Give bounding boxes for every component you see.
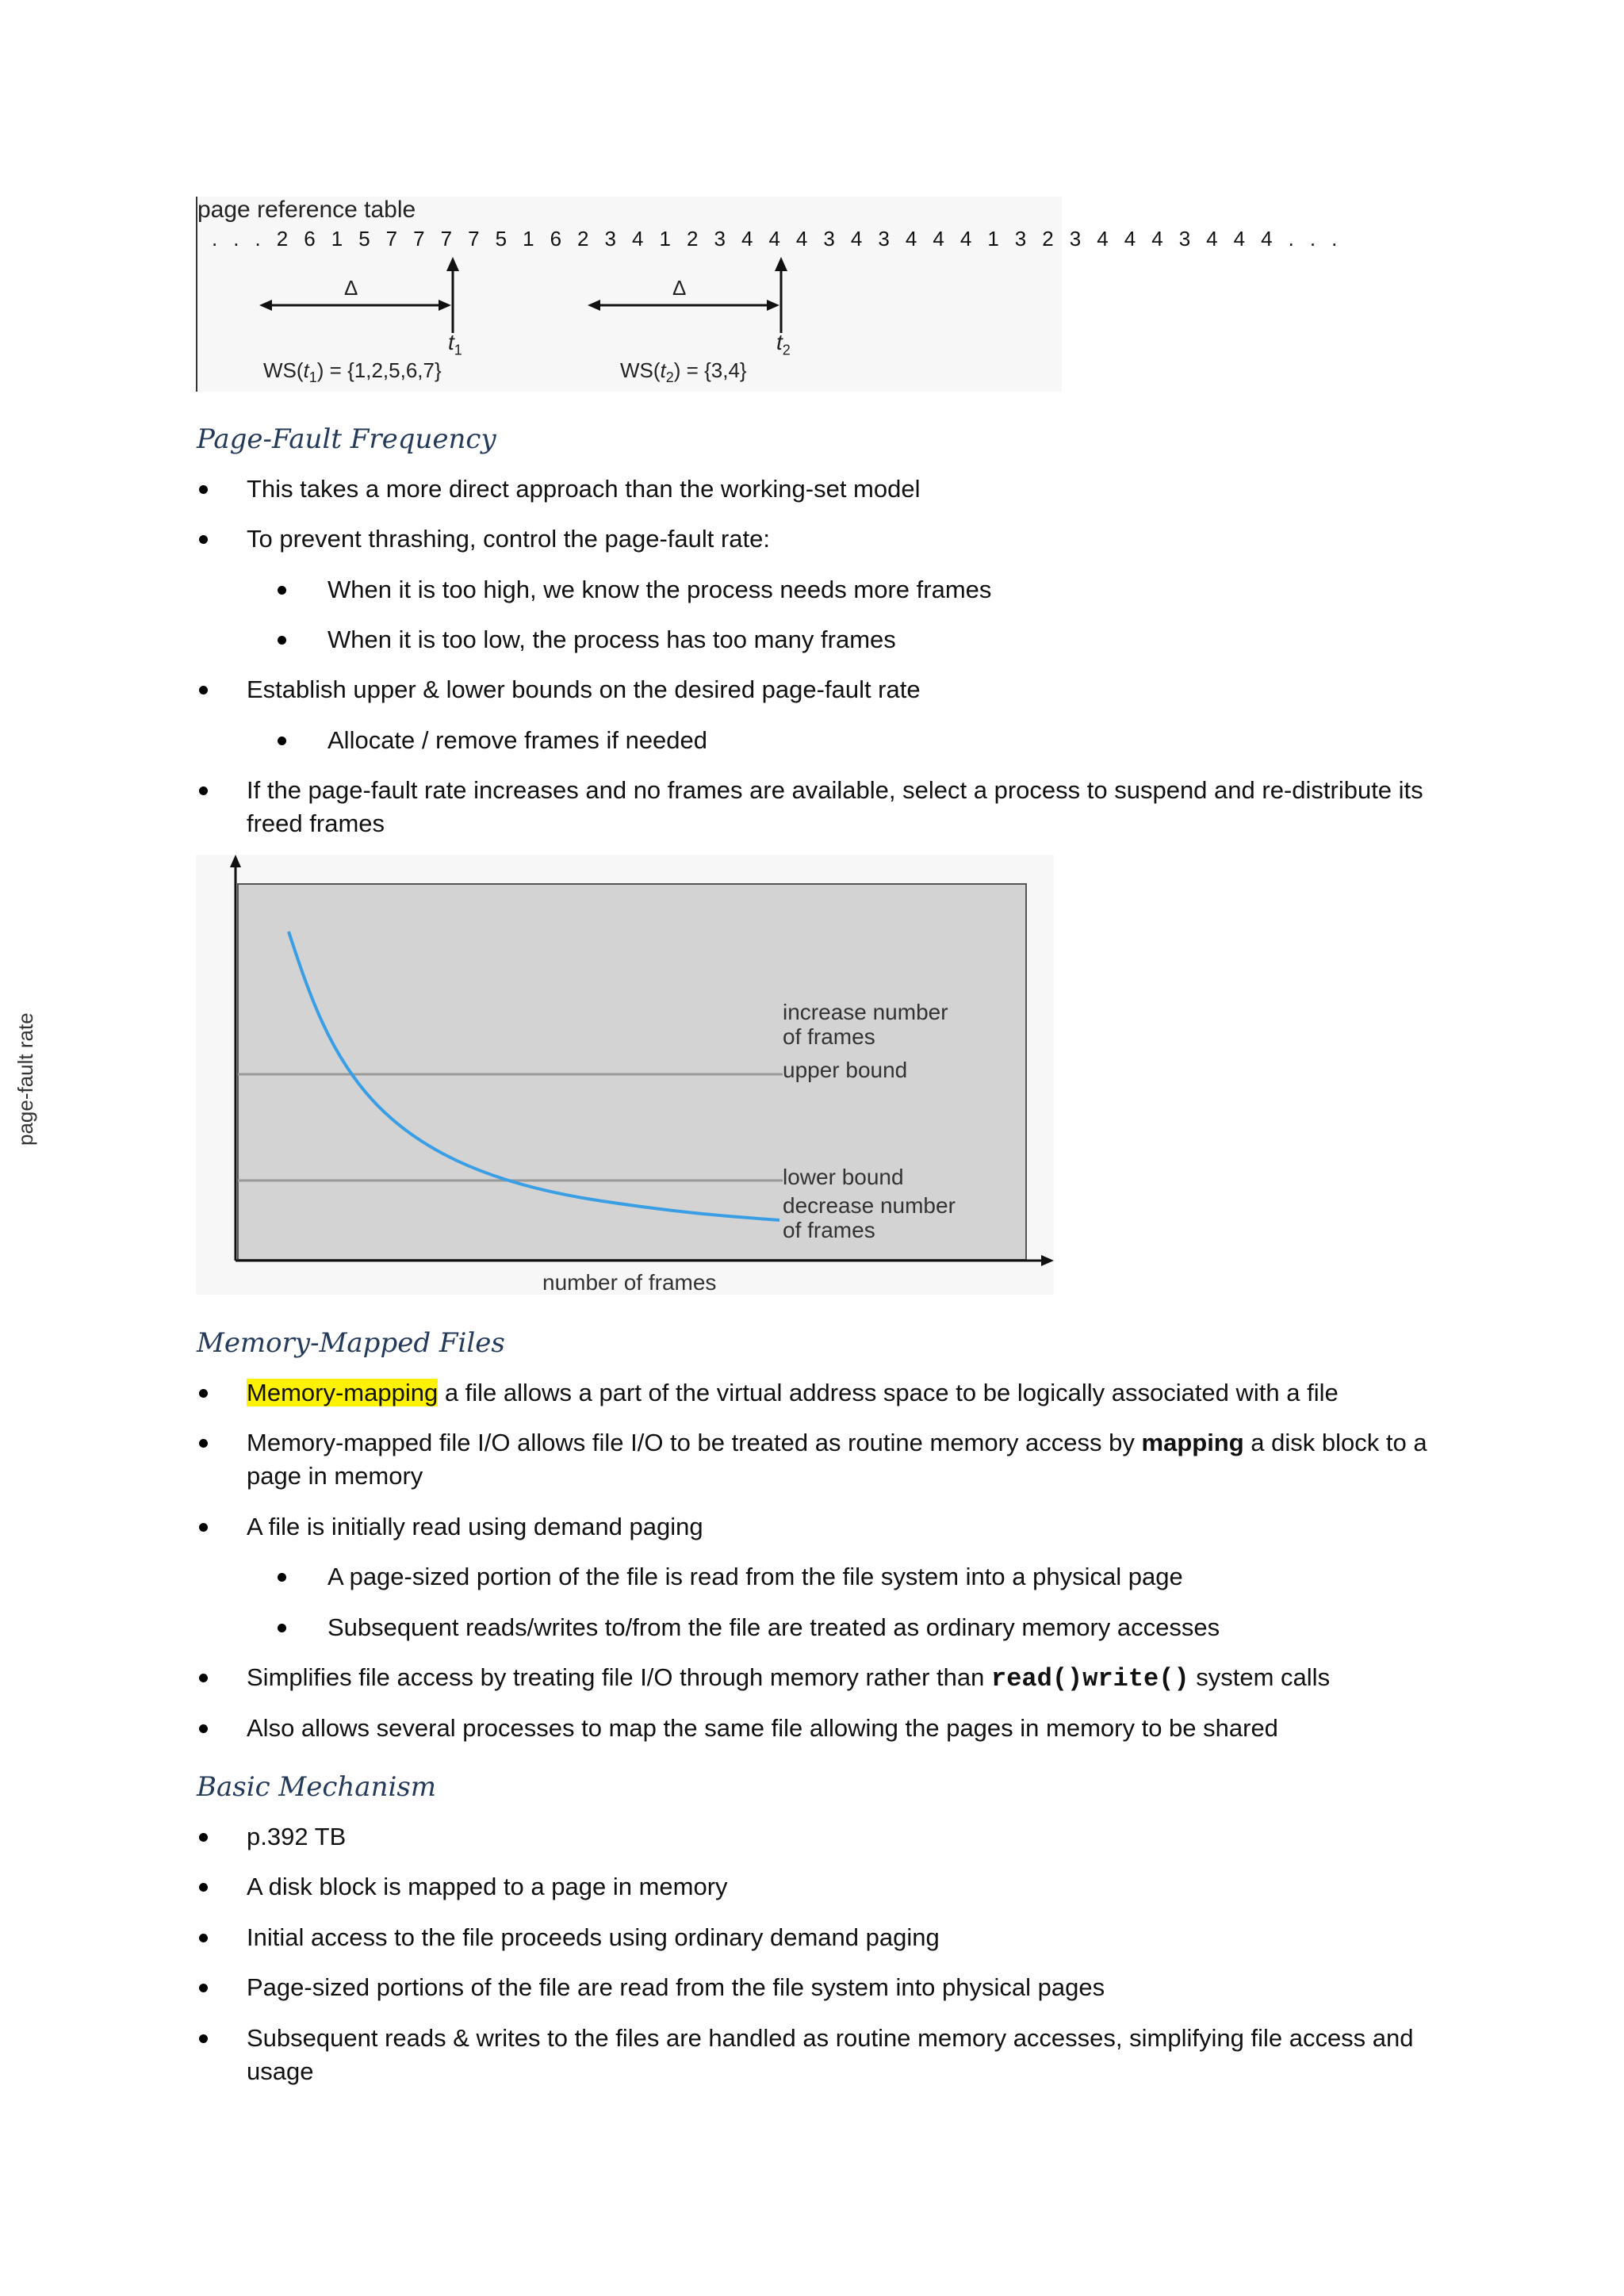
code-write: write() xyxy=(1082,1664,1189,1693)
list-item: Subsequent reads & writes to the files are handled as routine memory accesses, simplifying file access and usage xyxy=(197,2022,1465,2088)
t1-label: $t_1$ xyxy=(448,330,462,358)
list-item: A disk block is mapped to a page in memory xyxy=(197,1870,1465,1904)
bullet-dot xyxy=(199,1523,208,1532)
bold-term: mapping xyxy=(1141,1429,1244,1456)
decrease-frames-label: decrease number of frames xyxy=(783,1193,956,1242)
bullet-dot xyxy=(278,1624,286,1632)
bullet-dot xyxy=(278,1573,286,1582)
bullet-dot xyxy=(199,686,208,695)
list-item: Memory-mapping a file allows a part of the virtual address space to be logically associated with a file xyxy=(197,1376,1465,1410)
bullet-dot xyxy=(199,485,208,494)
bullet-dot xyxy=(199,1389,208,1398)
x-axis-arrowhead xyxy=(1041,1255,1054,1266)
bullet-dot xyxy=(199,1984,208,1992)
working-set-figure xyxy=(196,197,1342,392)
t2-arrowhead xyxy=(775,257,787,271)
list-item: A page-sized portion of the file is read from the file system into a physical page xyxy=(278,1560,1427,1594)
page-fault-rate-chart xyxy=(196,855,1054,1295)
code-read: read() xyxy=(991,1664,1083,1693)
delta2-left-arrowhead xyxy=(588,300,600,311)
lower-bound-label: lower bound xyxy=(783,1165,904,1189)
list-item: If the page-fault rate increases and no frames are available, select a process to suspend and re-distribute its freed frames xyxy=(197,774,1465,840)
bullet-dot xyxy=(199,1674,208,1682)
list-item: Simplifies file access by treating file I/O through memory rather than read()write() system calls xyxy=(197,1661,1465,1696)
list-item: Subsequent reads/writes to/from the file are treated as ordinary memory accesses xyxy=(278,1611,1427,1644)
heading-page-fault-frequency: Page-Fault Frequency xyxy=(197,423,496,455)
bullet-dot xyxy=(199,1724,208,1733)
delta1-label: Δ xyxy=(344,276,358,300)
highlighted-term: Memory-mapping xyxy=(247,1379,439,1406)
page-reference-sequence: . . . 2 6 1 5 7 7 7 7 5 1 6 2 3 4 1 2 3 4 4 4 3 4 3 4 4 4 1 3 2 3 4 4 4 3 4 4 4 . . . xyxy=(212,227,1342,251)
list-item: Memory-mapped file I/O allows file I/O to be treated as routine memory access by mapping a disk block to a page in memory xyxy=(197,1426,1465,1493)
y-axis-label: page-fault rate xyxy=(13,1012,37,1146)
list-item: To prevent thrashing, control the page-fault rate: xyxy=(197,522,1465,556)
bullet-dot xyxy=(199,1883,208,1892)
bullet-dot xyxy=(199,786,208,795)
list-item: p.392 TB xyxy=(197,1820,1465,1854)
delta1-right-arrowhead xyxy=(439,300,451,311)
ws-t1-set: $WS(t_1) = \{1,2,5,6,7\}$ xyxy=(263,358,442,386)
list-item: Initial access to the file proceeds using ordinary demand paging xyxy=(197,1921,1465,1954)
t2-label: $t_2$ xyxy=(776,330,791,358)
figure-title: page reference table xyxy=(197,197,416,223)
delta1-left-arrowhead xyxy=(259,300,272,311)
t1-arrowhead xyxy=(446,257,459,271)
bullet-dot xyxy=(199,535,208,544)
bullet-dot xyxy=(199,1934,208,1942)
bullet-dot xyxy=(278,737,286,745)
list-item: This takes a more direct approach than the working-set model xyxy=(197,473,1465,506)
bullet-dot xyxy=(278,636,286,645)
list-item: A file is initially read using demand paging xyxy=(197,1510,1465,1544)
upper-bound-label: upper bound xyxy=(783,1058,908,1082)
heading-memory-mapped-files: Memory-Mapped Files xyxy=(197,1327,505,1359)
delta2-right-arrowhead xyxy=(767,300,779,311)
list-item: Establish upper & lower bounds on the desired page-fault rate xyxy=(197,673,1465,706)
delta2-label: Δ xyxy=(672,276,687,300)
list-item: When it is too low, the process has too many frames xyxy=(278,623,1427,656)
bullet-dot xyxy=(199,1439,208,1448)
bullet-dot xyxy=(278,586,286,595)
list-item: Allocate / remove frames if needed xyxy=(278,724,1427,757)
heading-basic-mechanism: Basic Mechanism xyxy=(197,1771,437,1803)
increase-frames-label: increase number of frames xyxy=(783,1000,948,1049)
list-item: Also allows several processes to map the same file allowing the pages in memory to be shared xyxy=(197,1712,1465,1745)
list-item: When it is too high, we know the process needs more frames xyxy=(278,573,1427,607)
y-axis-arrowhead xyxy=(230,855,241,867)
bullet-dot xyxy=(199,2034,208,2043)
list-item: Page-sized portions of the file are read from the file system into physical pages xyxy=(197,1971,1465,2004)
x-axis-label: number of frames xyxy=(542,1270,717,1295)
ws-t2-set: $WS(t_2) = \{3,4\}$ xyxy=(620,358,747,386)
bullet-dot xyxy=(199,1833,208,1842)
